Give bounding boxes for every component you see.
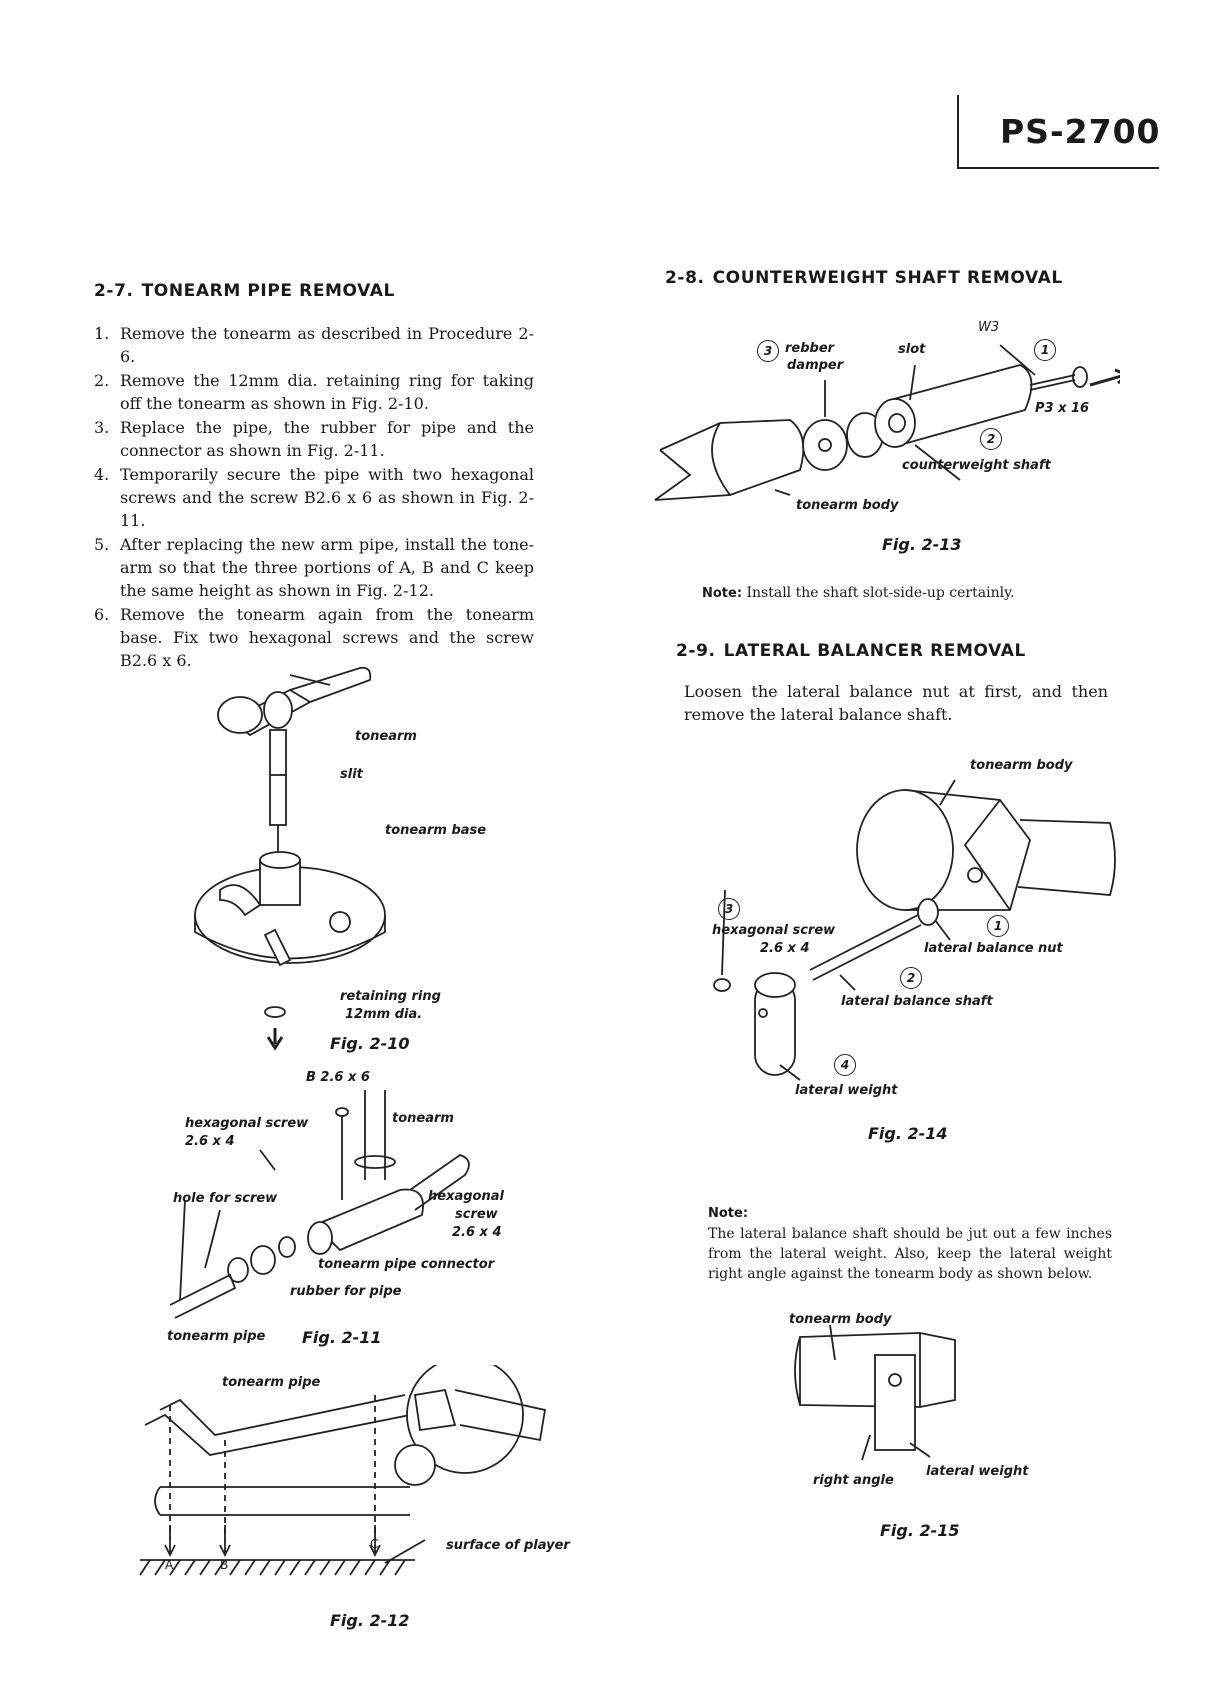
label-b: B <box>220 1558 229 1572</box>
label-slit: slit <box>340 767 363 782</box>
fig-2-15-caption: Fig. 2-15 <box>880 1521 960 1540</box>
label-3b <box>718 898 740 920</box>
label-rubber: rubber for pipe <box>290 1284 402 1299</box>
note-2-8 <box>702 583 1122 604</box>
step-text: Remove the 12mm dia. retaining ring for taking off the tonearm as shown in Fig. 2-10. <box>120 371 534 413</box>
section-number: 2-8. <box>665 268 705 288</box>
section-title: COUNTERWEIGHT SHAFT REMOVAL <box>712 268 1063 288</box>
label-1b <box>987 915 1009 937</box>
label-1 <box>1034 339 1056 361</box>
section-number: 2-7. <box>94 281 134 301</box>
note-label: Note: <box>702 586 743 601</box>
section-title: LATERAL BALANCER REMOVAL <box>723 641 1026 661</box>
note-2-9 <box>708 1203 1112 1284</box>
label-weight: lateral weight <box>795 1083 898 1098</box>
callout-2: 2 <box>980 428 1002 450</box>
label-body-4: tonearm body <box>789 1312 892 1327</box>
section-title: TONEARM PIPE REMOVAL <box>141 281 395 301</box>
list-item <box>94 369 534 415</box>
fig-2-11-caption: Fig. 2-11 <box>302 1328 382 1347</box>
step-text: After replacing the new arm pipe, install the tone-arm so that the three portions of A, B and C keep the same height as shown in Fig. 2-12. <box>120 535 534 600</box>
label-hex-screw-2b: screw <box>455 1207 498 1222</box>
fig-2-12-drawing <box>125 1365 565 1600</box>
callout-4: 4 <box>834 1054 856 1076</box>
step-number: 5. <box>94 535 110 554</box>
label-b-screw: B 2.6 x 6 <box>306 1070 370 1085</box>
label-4 <box>834 1054 856 1076</box>
label-hex-3-size: 2.6 x 4 <box>760 941 810 956</box>
label-tonearm-base: tonearm base <box>385 823 487 838</box>
note-text: Install the shaft slot-side-up certainly. <box>746 585 1015 601</box>
label-3 <box>757 340 779 362</box>
section-2-8-heading <box>665 268 1063 288</box>
label-hex-screw-2a: hexagonal <box>428 1189 504 1204</box>
label-pipe: tonearm pipe <box>167 1329 266 1344</box>
fig-2-13-drawing <box>650 335 1120 515</box>
list-item <box>94 463 534 532</box>
fig-2-13-caption: Fig. 2-13 <box>882 535 962 554</box>
step-text: Remove the tonearm again from the tonearm base. Fix two hexagonal screws and the screw B2.6 x 6. <box>120 605 534 670</box>
fig-2-10-caption: Fig. 2-10 <box>330 1034 410 1053</box>
list-item <box>94 416 534 462</box>
label-w3: W3 <box>978 320 1000 335</box>
label-tonearm: tonearm <box>355 729 417 744</box>
note-label: Note: <box>708 1206 749 1221</box>
step-text: Remove the tonearm as described in Procedure 2-6. <box>120 324 534 366</box>
label-c: C <box>370 1537 379 1551</box>
fig-2-15-drawing <box>780 1325 1000 1475</box>
fig-2-12-caption: Fig. 2-12 <box>330 1611 410 1630</box>
label-damper: damper <box>787 358 844 373</box>
label-2 <box>980 428 1002 450</box>
step-text: Replace the pipe, the rubber for pipe and the connector as shown in Fig. 2-11. <box>120 418 534 460</box>
label-slot: slot <box>898 342 926 357</box>
step-number: 6. <box>94 605 110 624</box>
label-rubber-2: rebber <box>785 341 835 356</box>
step-number: 3. <box>94 418 110 437</box>
label-a: A <box>165 1558 174 1572</box>
list-item <box>94 533 534 602</box>
label-retaining-ring: retaining ring <box>340 989 441 1004</box>
fig-2-14-caption: Fig. 2-14 <box>868 1124 948 1143</box>
callout-3: 3 <box>757 340 779 362</box>
procedure-steps <box>94 322 534 673</box>
label-nut: lateral balance nut <box>924 941 1063 956</box>
label-body-3: tonearm body <box>970 758 1073 773</box>
label-pipe-2: tonearm pipe <box>222 1375 321 1390</box>
label-hex-screw-2-size: 2.6 x 4 <box>452 1225 502 1240</box>
section-number: 2-9. <box>676 641 716 661</box>
label-ring-size: 12mm dia. <box>345 1007 423 1022</box>
label-hex-screw-1: hexagonal screw <box>185 1116 309 1131</box>
label-hole-for-screw: hole for screw <box>173 1191 278 1206</box>
callout-3: 3 <box>718 898 740 920</box>
callout-1: 1 <box>1034 339 1056 361</box>
label-weight-2: lateral weight <box>926 1464 1029 1479</box>
list-item <box>94 322 534 368</box>
callout-1: 1 <box>987 915 1009 937</box>
label-right-angle: right angle <box>813 1473 894 1488</box>
label-2b <box>900 967 922 989</box>
step-number: 1. <box>94 324 110 343</box>
model-number: PS-2700 <box>1000 112 1161 151</box>
step-number: 4. <box>94 465 110 484</box>
label-p3: P3 x 16 <box>1035 401 1090 416</box>
label-hex-screw-1-size: 2.6 x 4 <box>185 1134 235 1149</box>
label-shaft: counterweight shaft <box>902 458 1051 473</box>
label-hex-3: hexagonal screw <box>712 923 836 938</box>
note-text: The lateral balance shaft should be jut out a few inches from the lateral weight. Also, keep the lateral weight right angle against the tonearm body as shown below. <box>708 1226 1112 1282</box>
label-connector: tonearm pipe connector <box>318 1257 495 1272</box>
label-body: tonearm body <box>796 498 899 513</box>
callout-2: 2 <box>900 967 922 989</box>
step-number: 2. <box>94 371 110 390</box>
section-2-7-heading <box>94 281 395 301</box>
label-surface: surface of player <box>446 1538 570 1553</box>
section-2-9-intro: Loosen the lateral balance nut at first, and then remove the lateral balance shaft. <box>684 682 1108 724</box>
label-shaft-2: lateral balance shaft <box>841 994 993 1009</box>
section-2-9-heading <box>676 641 1026 661</box>
step-text: Temporarily secure the pipe with two hexagonal screws and the screw B2.6 x 6 as shown in Fig. 2-11. <box>120 465 534 530</box>
label-tonearm-2: tonearm <box>392 1111 454 1126</box>
